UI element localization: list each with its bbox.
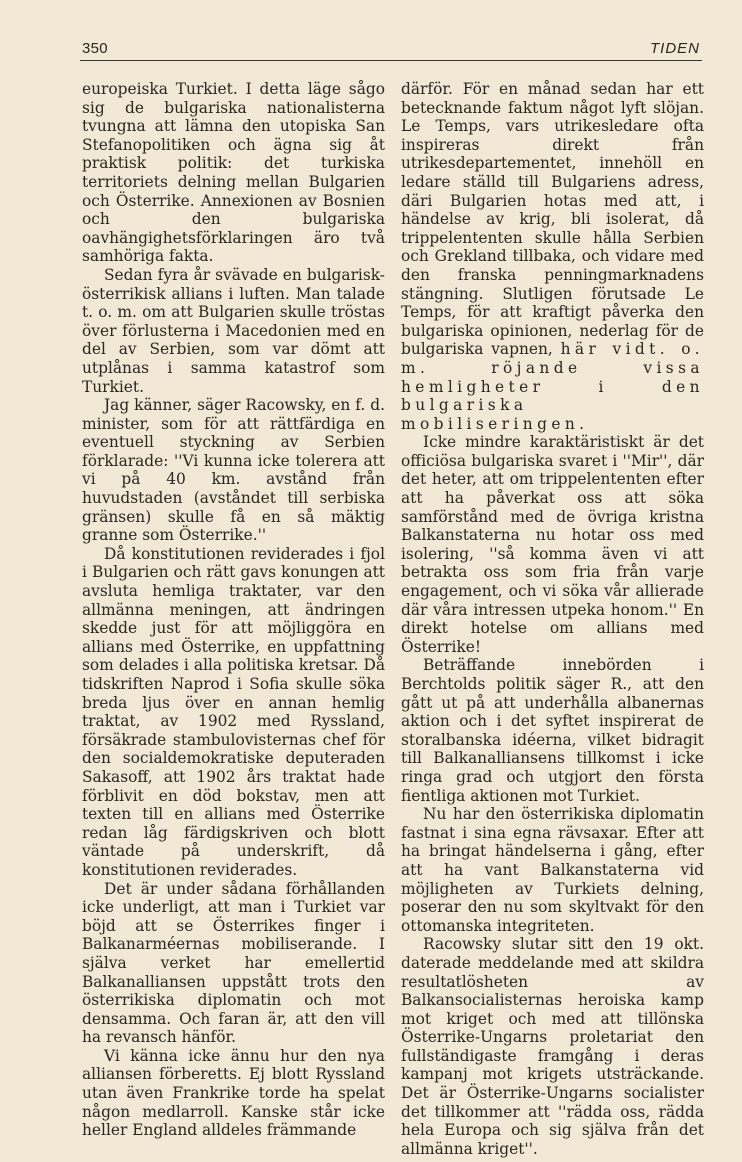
page-header — [80, 36, 702, 61]
page-number: 350 — [82, 40, 108, 57]
paragraph: Nu har den österrikiska diplomatin fastnat i sina egna rävsaxar. Efter att ha bringat händelserna i gång, efter att ha vant Balkanstaterna vid möjligheten av Turkiets delning, poserar den nu som skyltvakt för den ottomanska integriteten. — [401, 805, 704, 935]
paragraph: Sedan fyra år svävade en bulgarisk-österrikisk allians i luften. Man talade t. o. m. om att Bulgarien skulle tröstas över förlusterna i Macedonien med en del av Serbien, som var dömt att utplånas i samma katastrof som Turkiet. — [82, 265, 385, 396]
paragraph — [401, 80, 704, 433]
paragraph: Då konstitutionen reviderades i fjol i Bulgarien och rätt gavs konungen att avsluta hemliga traktater, var den allmänna meningen, att ändringen skedde just för att möjliggöra en allians med Österrike, en uppfattning som delades i alla politiska kretsar. Då tidskriften Naprod i Sofia skulle söka breda ljus över en annan hemlig traktat, av 1902 med Ryssland, försäkrade stambulovisternas chef för den socialdemokratiske deputeraden Sakasoff, att 1902 års traktat hade förblivit en död bokstav, men att texten till en allians med Österrike redan låg färdigskriven och blott väntade på underskrift, då konstitutionen reviderades. — [82, 544, 385, 879]
paragraph: Beträffande innebörden i Berchtolds politik säger R., att den gått ut på att underhålla albanernas aktion och i det syftet inspirerat de storalbanska idéerna, vilket bidragit till Balkanalliansens tillkomst i icke ringa grad och utgjort den första fientliga aktionen mot Turkiet. — [401, 656, 704, 805]
paragraph: Icke mindre karaktäristiskt är det officiösa bulgariska svaret i ''Mir'', där det heter, att om trippelententen efter att ha påverkat oss att söka samförstånd med de övriga kristna Balkanstaterna nu hotar oss med isolering, ''så komma även vi att betrakta oss som fria från varje engagement, och vi söka vår allierade där våra intressen utpeka honom.'' En direkt hotelse om allians med Österrike! — [401, 433, 704, 656]
paragraph-text: därför. För en månad sedan har ett betecknande faktum något lyft slöjan. Le Temps, vars utrikesledare ofta inspireras direkt från utrikesdepartementet, innehöll en ledare ställd till Bulgariens adress, däri Bulgarien hotas med att, i händelse av krig, bli isolerat, då trippelententen skulle hålla Serbien och Grekland tillbaka, och vidare med den franska penningmarknadens stängning. Slutligen förutsade Le Temps, för att kraftigt påverka den bulgariska opinionen, nederlag för de bulgariska vapnen, — [401, 80, 704, 359]
left-column — [82, 80, 385, 1140]
paragraph: Det är under sådana förhållanden icke underligt, att man i Turkiet var böjd att se Österrikes finger i Balkanarméernas mobiliserande. I själva verket har emellertid Balkanalliansen uppstått trots den österrikiska diplomatin och mot densamma. Och faran är, att den vill ha revansch hänför. — [82, 879, 385, 1047]
running-title: TIDEN — [650, 40, 700, 57]
spaced-emphasis: här vidt. o. m. röjande vissa hemligheter i den bulgariska mobiliseringen. — [401, 340, 704, 433]
paragraph: europeiska Turkiet. I detta läge sågo sig de bulgariska nationalisterna tvungna att lämna den utopiska San Stefanopolitiken och ägna sig åt praktisk politik: det turkiska territoriets delning mellan Bulgarien och Österrike. Annexionen av Bosnien och den bulgariska oavhängighetsförklaringen äro två samhöriga fakta. — [82, 80, 385, 266]
paragraph: Racowsky slutar sitt den 19 okt. daterade meddelande med att skildra resultatlösheten av Balkansocialisternas heroiska kamp mot kriget och med att tillönska Österrike-Ungarns proletariat den fullständigaste framgång i deras kampanj mot krigets utsträckande. Det är Österrike-Ungarns socialister det tillkommer att ''rädda oss, rädda hela Europa och sig själva från det allmänna kriget''. — [401, 935, 704, 1158]
paragraph: Jag känner, säger Racowsky, en f. d. minister, som för att rättfärdiga en eventuell styckning av Serbien förklarade: ''Vi kunna icke tolerera att vi på 40 km. avstånd från huvudstaden (avståndet till serbiska gränsen) skulle få en så mäktig granne som Österrike.'' — [82, 396, 385, 545]
right-column — [401, 80, 704, 1158]
paragraph: Vi känna icke ännu hur den nya alliansen förberetts. Ej blott Ryssland utan även Frankrike torde ha spelat någon medlarroll. Kanske står icke heller England alldeles främmande — [82, 1046, 385, 1140]
